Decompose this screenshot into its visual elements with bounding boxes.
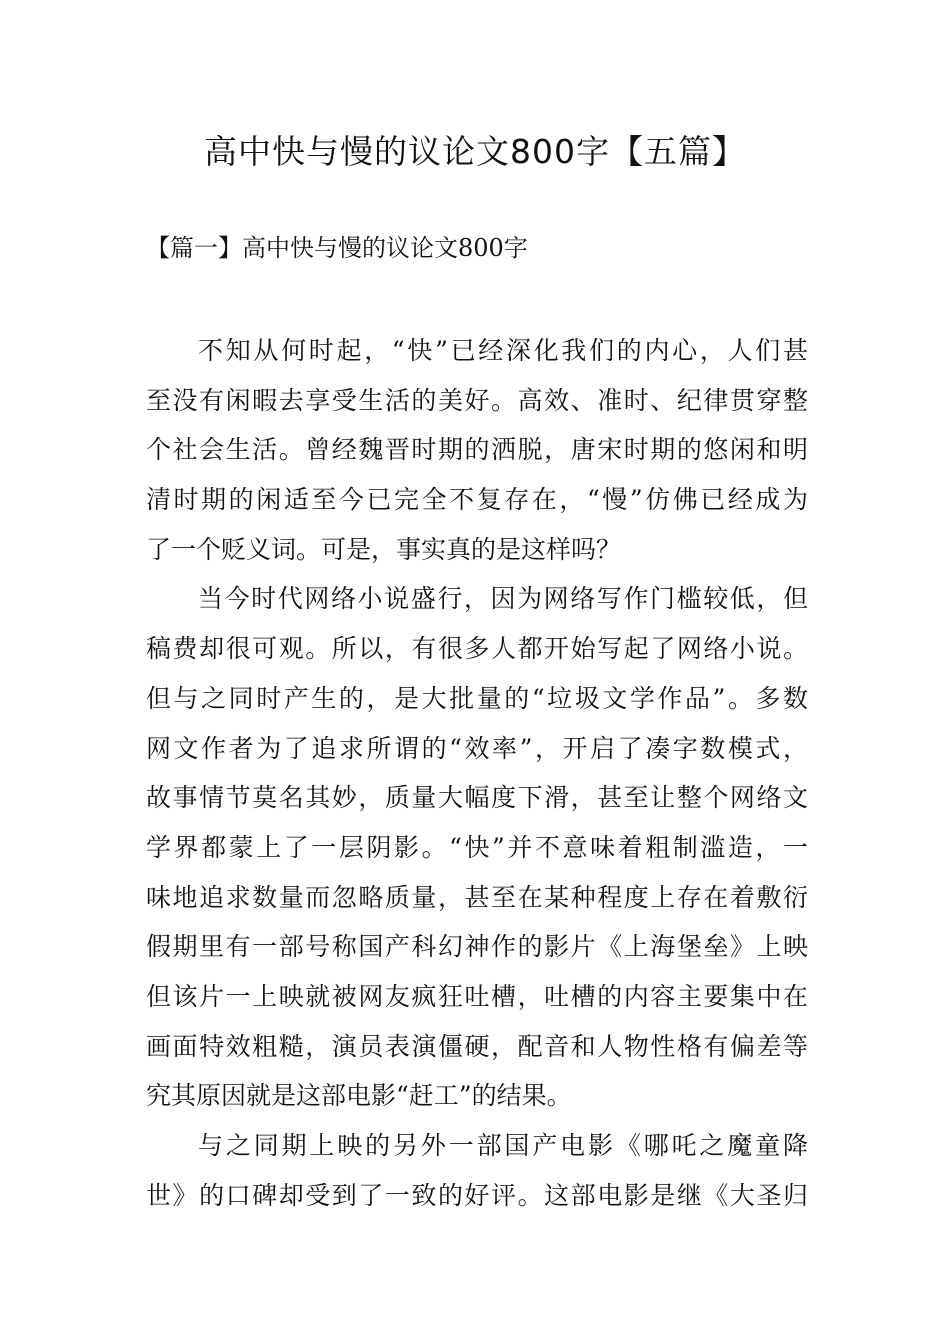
body-line: 味地追求数量而忽略质量，甚至在某种程度上存在着敷衍 bbox=[146, 882, 808, 912]
body-line: 画面特效粗糙，演员表演僵硬，配音和人物性格有偏差等 bbox=[146, 1031, 808, 1061]
body-line: 究其原因就是这部电影“赶工”的结果。 bbox=[146, 1081, 572, 1111]
body-line: 个社会生活。曾经魏晋时期的洒脱，唐宋时期的悠闲和明 bbox=[146, 435, 808, 465]
document-title: 高中快与慢的议论文800字【五篇】 bbox=[204, 132, 746, 171]
body-line: 但该片一上映就被网友疯狂吐槽，吐槽的内容主要集中在 bbox=[146, 981, 808, 1011]
article-body bbox=[146, 326, 808, 1220]
body-line: 清时期的闲适至今已完全不复存在，“慢”仿佛已经成为 bbox=[146, 485, 808, 515]
body-line: 假期里有一部号称国产科幻神作的影片《上海堡垒》上映 bbox=[146, 932, 808, 962]
body-line: 了一个贬义词。可是，事实真的是这样吗？ bbox=[146, 534, 622, 564]
body-line: 故事情节莫名其妙，质量大幅度下滑，甚至让整个网络文 bbox=[146, 783, 808, 813]
body-line: 至没有闲暇去享受生活的美好。高效、准时、纪律贯穿整 bbox=[146, 385, 808, 415]
body-line: 稿费却很可观。所以，有很多人都开始写起了网络小说。 bbox=[146, 634, 808, 664]
body-line: 网文作者为了追求所谓的“效率”，开启了凑字数模式， bbox=[146, 733, 808, 763]
body-line: 学界都蒙上了一层阴影。“快”并不意味着粗制滥造，一 bbox=[146, 832, 808, 862]
section-heading: 【篇一】高中快与慢的议论文800字 bbox=[146, 234, 528, 262]
body-line: 当今时代网络小说盛行，因为网络写作门槛较低，但 bbox=[198, 584, 808, 614]
body-line: 但与之同时产生的，是大批量的“垃圾文学作品”。多数 bbox=[146, 683, 808, 713]
body-line: 与之同期上映的另外一部国产电影《哪吒之魔童降 bbox=[198, 1131, 808, 1160]
body-line: 世》的口碑却受到了一致的好评。这部电影是继《大圣归 bbox=[146, 1180, 808, 1210]
body-line: 不知从何时起，“快”已经深化我们的内心，人们甚 bbox=[198, 336, 808, 365]
